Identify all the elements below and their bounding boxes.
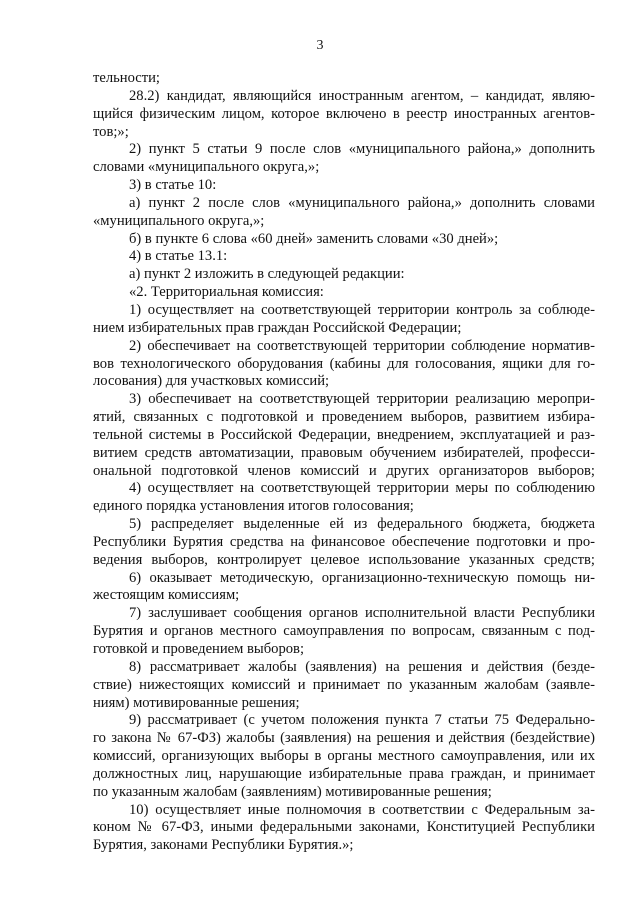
document-body bbox=[93, 70, 595, 855]
text-line: Бурятия, законами Республики Бурятия.»; bbox=[93, 837, 354, 854]
text-line: комиссий, организующих выборы в органы местного самоуправления, или их bbox=[93, 748, 595, 765]
text-line: а) пункт 2 изложить в следующей редакции: bbox=[129, 266, 405, 283]
text-line: ниям) мотивированные решения; bbox=[93, 694, 300, 711]
text-line: 8) рассматривает жалобы (заявления) на решения и действия (безде- bbox=[129, 658, 595, 675]
text-line: 4) в статье 13.1: bbox=[129, 248, 228, 265]
text-line: нием избирательных прав граждан Российской Федерации; bbox=[93, 319, 462, 336]
text-line: 1) осуществляет на соответствующей территории контроль за соблюде- bbox=[129, 301, 595, 318]
text-line: коном № 67-ФЗ, иными федеральными законами, Конституцией Республики bbox=[93, 819, 595, 836]
text-line: Бурятия и органов местного самоуправления по вопросам, связанным с под- bbox=[93, 623, 595, 640]
text-line: го закона № 67-ФЗ) жалобы (заявления) на решения и действия (бездействие) bbox=[93, 730, 595, 747]
text-line: единого порядка установления итогов голосования; bbox=[93, 498, 414, 515]
text-line: лосования) для участковых комиссий; bbox=[93, 373, 330, 390]
text-line: вов технологического оборудования (кабины для голосования, ящики для го- bbox=[93, 355, 595, 372]
text-line: «2. Территориальная комиссия: bbox=[129, 284, 324, 301]
text-line: ствие) нижестоящих комиссий и принимает по указанным жалобам (заявле- bbox=[93, 676, 595, 693]
text-line: должностных лиц, нарушающие избирательные права граждан, и принимает bbox=[93, 765, 595, 782]
text-line: витием средств автоматизации, правовым обучением избирателей, професси- bbox=[93, 444, 595, 461]
text-line: тов;»; bbox=[93, 123, 129, 140]
text-line: а) пункт 2 после слов «муниципального района,» дополнить словами bbox=[129, 194, 595, 211]
text-line: 3) в статье 10: bbox=[129, 177, 217, 194]
text-line: 2) обеспечивает на соответствующей территории соблюдение норматив- bbox=[129, 337, 595, 354]
text-line: 5) распределяет выделенные ей из федерального бюджета, бюджета bbox=[129, 516, 595, 533]
text-line: 9) рассматривает (с учетом положения пункта 7 статьи 75 Федерально- bbox=[129, 712, 595, 729]
text-line: жестоящим комиссиям; bbox=[93, 587, 240, 604]
text-line: 6) оказывает методическую, организационно-техническую помощь ни- bbox=[129, 569, 595, 586]
text-line: 7) заслушивает сообщения органов исполнительной власти Республики bbox=[129, 605, 595, 622]
text-line: по указанным жалобам (заявлениям) мотивированные решения; bbox=[93, 783, 492, 800]
text-line: готовкой и проведением выборов; bbox=[93, 641, 304, 657]
text-line: ональной подготовкой членов комиссий и других организаторов выборов; bbox=[93, 462, 595, 479]
text-line: тельности; bbox=[93, 70, 160, 86]
text-line: б) в пункте 6 слова «60 дней» заменить словами «30 дней»; bbox=[129, 230, 499, 247]
text-line: «муниципального округа,»; bbox=[93, 212, 265, 229]
text-line: 4) осуществляет на соответствующей территории меры по соблюдению bbox=[129, 480, 595, 497]
text-line: 28.2) кандидат, являющийся иностранным агентом, – кандидат, являю- bbox=[129, 87, 595, 104]
page-number: 3 bbox=[316, 38, 324, 53]
text-line: Республики Бурятия средства на финансовое обеспечение подготовки и про- bbox=[93, 533, 595, 550]
text-line: щийся физическим лицом, которое включено в реестр иностранных агентов- bbox=[93, 105, 595, 122]
text-line: ведения выборов, контролирует целевое использование указанных средств; bbox=[93, 551, 595, 568]
text-line: 10) осуществляет иные полномочия в соответствии с Федеральным за- bbox=[129, 801, 595, 818]
text-line: тельной системы в Российской Федерации, внедрением, эксплуатацией и раз- bbox=[93, 426, 595, 443]
text-line: 2) пункт 5 статьи 9 после слов «муниципального района,» дополнить bbox=[129, 141, 595, 158]
text-line: 3) обеспечивает на соответствующей территории реализацию меропри- bbox=[129, 391, 595, 408]
text-line: словами «муниципального округа,»; bbox=[93, 159, 320, 176]
text-line: ятий, связанных с подготовкой и проведением выборов, развитием избира- bbox=[93, 409, 595, 426]
